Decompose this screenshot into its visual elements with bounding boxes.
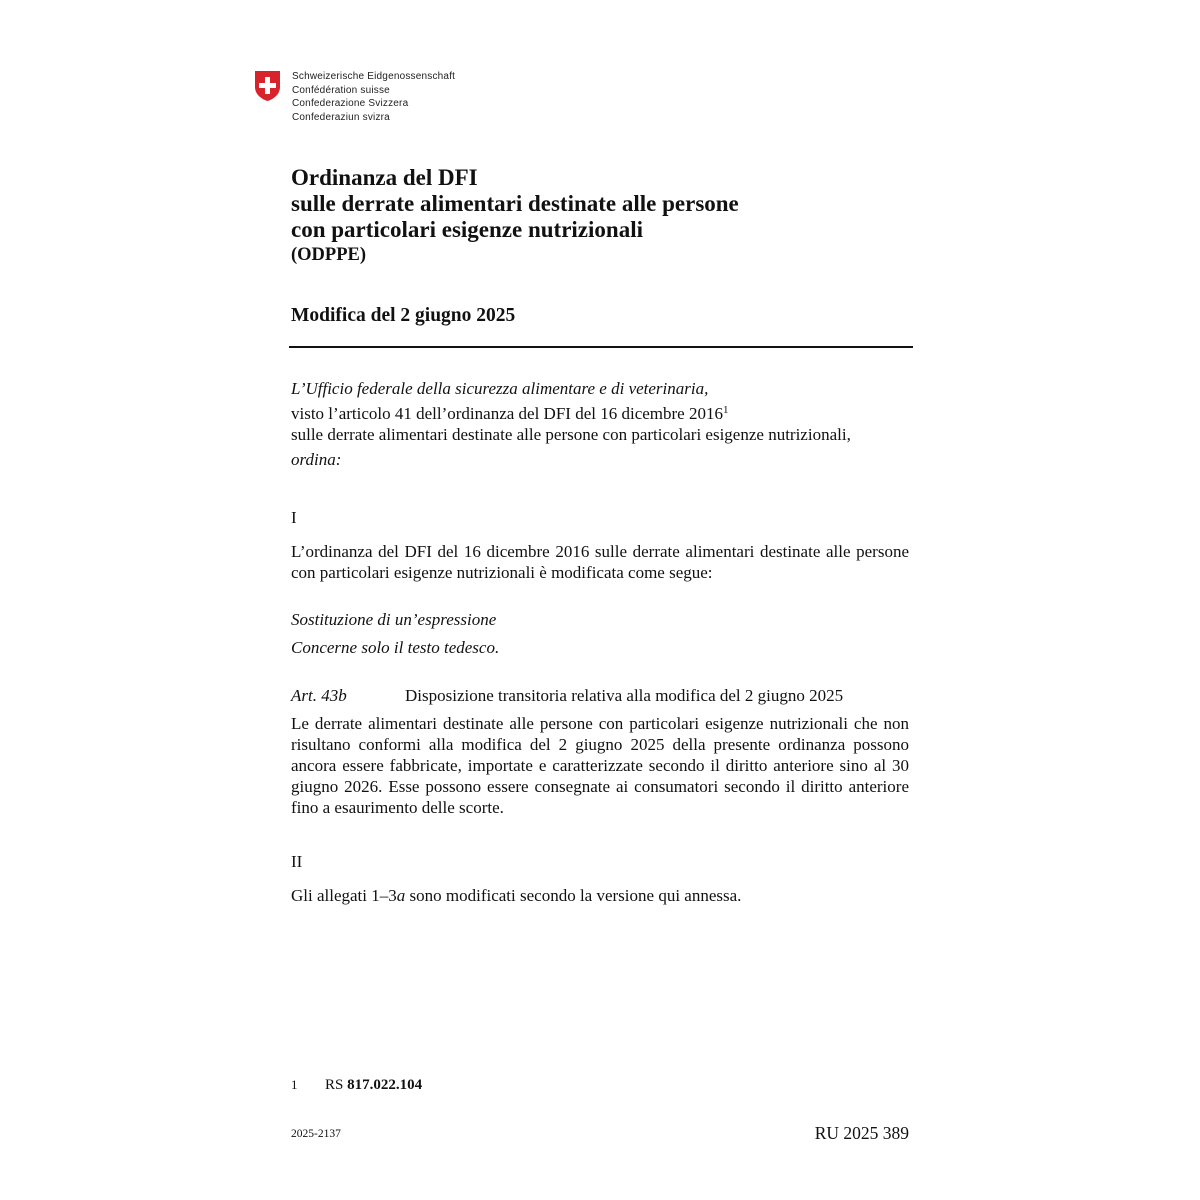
footnote-reference[interactable]: 1 [722, 404, 729, 416]
title-line-3: con particolari esigenze nutrizionali [291, 217, 643, 242]
preamble-basis-text: visto l’articolo 41 dell’ordinanza del DFI del 16 dicembre 2016 [291, 404, 723, 423]
section-numeral-2: II [291, 852, 303, 871]
modification-heading: Modifica del 2 giugno 2025 [291, 305, 516, 326]
title-line-1: Ordinanza del DFI [291, 165, 478, 190]
title-abbreviation: (ODPPE) [291, 245, 367, 265]
swiss-cross-shield-icon [254, 70, 281, 102]
section-2-text-after: sono modificati secondo la versione qui annessa. [405, 886, 742, 905]
preamble-basis-line-1 [291, 403, 916, 424]
preamble [291, 378, 916, 470]
federation-name-it: Confederazione Svizzera [292, 98, 409, 110]
article-number: Art. 43b [291, 686, 347, 705]
section-1-intro: L’ordinanza del DFI del 16 dicembre 2016 sulle derrate alimentari destinate alle persone con particolari esigenze nutrizionali è modificata come segue: [291, 542, 909, 582]
footnote-prefix: RS [325, 1077, 348, 1093]
title-divider [289, 346, 913, 348]
federation-name-fr: Confédération suisse [292, 84, 390, 96]
document-number: 2025-2137 [291, 1128, 341, 1140]
footnote-reference-number: 817.022.104 [347, 1077, 423, 1093]
section-2-text-italic: a [396, 886, 406, 905]
preamble-ordains: ordina: [291, 450, 342, 469]
federation-name-de: Schweizerische Eidgenossenschaft [292, 71, 456, 82]
footnote-text [325, 1077, 422, 1094]
official-compilation-reference: RU 2025 389 [814, 1123, 909, 1143]
section-2-text-before: Gli allegati 1–3 [291, 886, 397, 905]
article-title: Disposizione transitoria relativa alla modifica del 2 giugno 2025 [405, 686, 844, 705]
document-title [291, 165, 739, 243]
replacement-heading: Sostituzione di un’espressione [291, 610, 497, 629]
federation-names [292, 70, 455, 124]
replacement-note: Concerne solo il testo tedesco. [291, 638, 500, 657]
federation-name-rm: Confederaziun svizra [292, 111, 390, 123]
footnote-number: 1 [291, 1077, 298, 1092]
article-text: Le derrate alimentari destinate alle persone con particolari esigenze nutrizionali che non risultano conformi alla modifica del 2 giugno 2025 della presente ordinanza possono ancora essere fabbricate, importate e caratterizzate secondo il diritto anteriore sino al 30 giugno 2026. Esse possono essere consegnate ai consumatori secondo il diritto anteriore fino a esaurimento delle scorte. [291, 714, 909, 817]
section-2-text [291, 885, 741, 906]
section-numeral-1: I [291, 508, 297, 527]
preamble-authority: L’Ufficio federale della sicurezza alimentare e di veterinaria, [291, 379, 709, 398]
preamble-basis-line-2: sulle derrate alimentari destinate alle persone con particolari esigenze nutrizionali, [291, 425, 851, 444]
title-line-2: sulle derrate alimentari destinate alle persone [291, 191, 739, 216]
